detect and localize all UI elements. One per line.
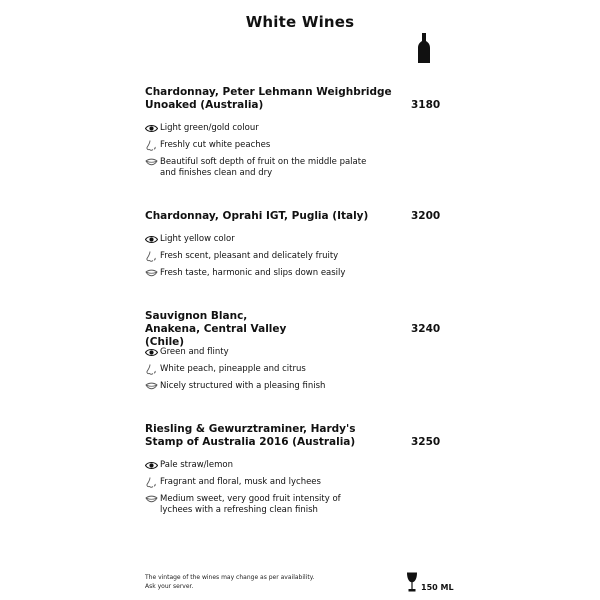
- eye-icon: [145, 347, 158, 358]
- wine-price: 3200: [411, 210, 441, 222]
- aroma-text: Freshly cut white peaches: [160, 140, 271, 150]
- mouth-icon: [145, 381, 158, 392]
- wine-price: 3180: [411, 99, 441, 111]
- appearance-text: Pale straw/lemon: [160, 460, 233, 470]
- wine-name: Sauvignon Blanc, Anakena, Central Valley (Chile): [145, 310, 287, 348]
- appearance-text: Light yellow color: [160, 234, 235, 244]
- palate-text: Nicely structured with a pleasing finish: [160, 381, 326, 391]
- mouth-icon: [145, 494, 158, 505]
- palate-text: Beautiful soft depth of fruit on the middle palate and finishes clean and dry: [160, 157, 367, 178]
- aroma-text: Fragrant and floral, musk and lychees: [160, 477, 321, 487]
- vintage-disclaimer: [145, 573, 385, 591]
- nose-icon: [145, 251, 158, 262]
- mouth-icon: [145, 157, 158, 168]
- palate-text: Fresh taste, harmonic and slips down easily: [160, 268, 346, 278]
- aroma-text: Fresh scent, pleasant and delicately fruity: [160, 251, 339, 261]
- wine-name: Riesling & Gewurztraminer, Hardy's Stamp of Australia 2016 (Australia): [145, 423, 356, 448]
- nose-icon: [145, 140, 158, 151]
- wine-price: 3250: [411, 436, 441, 448]
- palate-text: Medium sweet, very good fruit intensity of lychees with a refreshing clean finish: [160, 494, 341, 515]
- eye-icon: [145, 234, 158, 245]
- vintage-disclaimer-line: The vintage of the wines may change as per availability.: [145, 574, 315, 581]
- appearance-text: Green and flinty: [160, 347, 229, 357]
- wine-glass-icon: [406, 572, 418, 592]
- wine-name: Chardonnay, Peter Lehmann Weighbridge Unoaked (Australia): [145, 86, 392, 111]
- nose-icon: [145, 364, 158, 375]
- aroma-text: White peach, pineapple and citrus: [160, 364, 306, 374]
- eye-icon: [145, 460, 158, 471]
- mouth-icon: [145, 268, 158, 279]
- eye-icon: [145, 123, 158, 134]
- page-title: White Wines: [245, 13, 355, 31]
- ask-server-line: Ask your server.: [145, 583, 194, 590]
- nose-icon: [145, 477, 158, 488]
- wine-name: Chardonnay, Oprahi IGT, Puglia (Italy): [145, 210, 369, 222]
- glass-size-label: 150 ML: [421, 583, 454, 592]
- wine-price: 3240: [411, 323, 441, 335]
- appearance-text: Light green/gold colour: [160, 123, 259, 133]
- wine-bottle-icon: [417, 33, 431, 63]
